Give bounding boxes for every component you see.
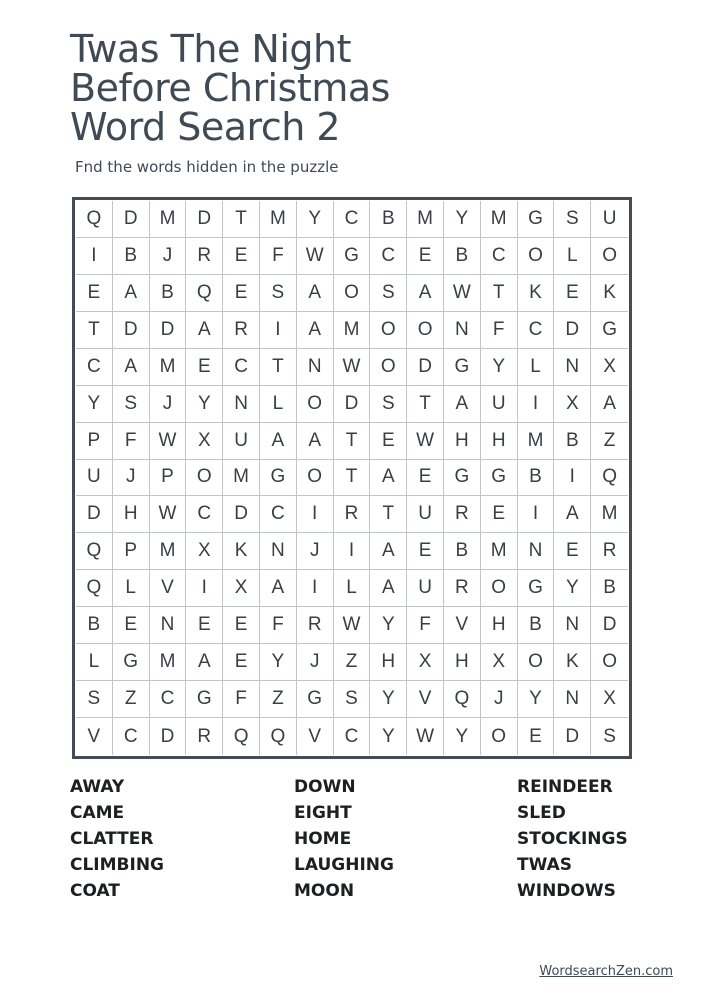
- word-item: TWAS: [517, 855, 572, 875]
- grid-cell: E: [223, 275, 260, 312]
- word-column-1: [70, 774, 164, 904]
- grid-cell: X: [591, 681, 628, 718]
- grid-cell: A: [186, 312, 223, 349]
- grid-cell: A: [113, 275, 150, 312]
- grid-cell: X: [223, 570, 260, 607]
- grid-cell: O: [297, 386, 334, 423]
- grid-cell: X: [591, 349, 628, 386]
- grid-cell: M: [591, 496, 628, 533]
- grid-cell: M: [150, 349, 187, 386]
- grid-cell: N: [444, 312, 481, 349]
- grid-cell: X: [186, 533, 223, 570]
- word-item: CAME: [70, 803, 125, 823]
- grid-cell: O: [370, 312, 407, 349]
- grid-cell: R: [186, 718, 223, 755]
- grid-cell: C: [334, 718, 371, 755]
- grid-cell: S: [603, 725, 616, 747]
- grid-cell: E: [223, 238, 260, 275]
- grid-cell: G: [260, 460, 297, 497]
- grid-cell: M: [150, 533, 187, 570]
- grid-cell: I: [334, 533, 371, 570]
- grid-cell: M: [260, 201, 297, 238]
- grid-cell: I: [260, 312, 297, 349]
- grid-cell: Y: [186, 386, 223, 423]
- grid-cell: H: [481, 607, 518, 644]
- grid-cell: O: [481, 570, 518, 607]
- grid-cell: U: [591, 201, 628, 238]
- grid-cell: L: [113, 570, 150, 607]
- grid-cell: Y: [370, 681, 407, 718]
- grid-cell: B: [76, 607, 113, 644]
- grid-cell: N: [518, 533, 555, 570]
- word-item: WINDOWS: [517, 881, 616, 901]
- grid-cell: L: [260, 386, 297, 423]
- grid-cell: W: [150, 423, 187, 460]
- grid-cell: C: [76, 349, 113, 386]
- grid-cell: M: [150, 201, 187, 238]
- grid-cell: X: [407, 644, 444, 681]
- word-item: CLIMBING: [70, 855, 165, 875]
- grid-cell: D: [186, 201, 223, 238]
- grid-cell: D: [334, 386, 371, 423]
- grid-cell: B: [113, 238, 150, 275]
- grid-cell: Q: [186, 275, 223, 312]
- grid-cell: F: [260, 238, 297, 275]
- grid-cell: Y: [554, 570, 591, 607]
- grid-cell: H: [444, 644, 481, 681]
- page-title: [70, 27, 670, 149]
- grid-cell: A: [444, 386, 481, 423]
- grid-cell: D: [407, 349, 444, 386]
- grid-cell: Q: [76, 533, 113, 570]
- grid-cell: J: [481, 681, 518, 718]
- grid-cell: E: [407, 460, 444, 497]
- grid-cell: G: [113, 644, 150, 681]
- grid-cell: E: [113, 607, 150, 644]
- grid-cell: L: [518, 349, 555, 386]
- grid-cell: D: [113, 201, 150, 238]
- title-line-3: Word Search 2: [70, 105, 341, 149]
- grid-cell: D: [150, 718, 187, 755]
- grid-cell: A: [297, 423, 334, 460]
- grid-cell: H: [481, 423, 518, 460]
- grid-cell: E: [518, 718, 555, 755]
- grid-cell: G: [481, 460, 518, 497]
- grid-cell: G: [334, 238, 371, 275]
- grid-cell: A: [297, 312, 334, 349]
- grid-cell: Y: [76, 386, 113, 423]
- grid-cell: I: [186, 570, 223, 607]
- grid-cell: Y: [297, 201, 334, 238]
- grid-cell: B: [150, 275, 187, 312]
- grid-cell: I: [297, 570, 334, 607]
- grid-cell: Z: [113, 681, 150, 718]
- grid-cell: M: [518, 423, 555, 460]
- grid-cell: W: [297, 238, 334, 275]
- grid-cell: O: [297, 460, 334, 497]
- grid-cell: D: [76, 496, 113, 533]
- grid-cell: E: [186, 349, 223, 386]
- grid-cell: B: [370, 201, 407, 238]
- grid-cell: C: [260, 496, 297, 533]
- grid-cell: J: [113, 460, 150, 497]
- grid-cell: M: [407, 201, 444, 238]
- grid-cell: C: [186, 496, 223, 533]
- word-item: STOCKINGS: [517, 829, 628, 849]
- grid-cell: G: [518, 201, 555, 238]
- grid-cell: H: [113, 496, 150, 533]
- grid-cell: K: [554, 644, 591, 681]
- grid-cell: E: [407, 533, 444, 570]
- grid-cell: R: [186, 238, 223, 275]
- grid-cell: M: [481, 533, 518, 570]
- grid-cell: B: [444, 238, 481, 275]
- grid-cell: S: [334, 681, 371, 718]
- grid-cell: T: [334, 423, 371, 460]
- grid-cell: E: [76, 275, 113, 312]
- grid-cell: I: [518, 386, 555, 423]
- grid-cell: E: [554, 533, 591, 570]
- grid-cell: H: [444, 423, 481, 460]
- grid-cell: F: [113, 423, 150, 460]
- grid-cell: G: [297, 681, 334, 718]
- grid-cell: E: [407, 238, 444, 275]
- grid-cell: G: [444, 460, 481, 497]
- grid-cell: W: [150, 496, 187, 533]
- grid-cell: A: [186, 644, 223, 681]
- instructions: Fnd the words hidden in the puzzle: [75, 158, 339, 176]
- grid-cell: F: [260, 607, 297, 644]
- grid-cell: Z: [591, 423, 628, 460]
- grid-cell: L: [554, 238, 591, 275]
- grid-cell: V: [444, 607, 481, 644]
- grid-cell: O: [591, 644, 628, 681]
- grid-cell: J: [297, 533, 334, 570]
- grid-cell: S: [370, 386, 407, 423]
- grid-cell: V: [76, 718, 113, 755]
- grid-cell: V: [297, 718, 334, 755]
- grid-cell: C: [223, 349, 260, 386]
- word-item: SLED: [517, 803, 566, 823]
- grid-cell: L: [76, 644, 113, 681]
- grid-cell: B: [518, 460, 555, 497]
- grid-cell: N: [554, 349, 591, 386]
- grid-cell: Q: [260, 718, 297, 755]
- grid-cell: Q: [76, 570, 113, 607]
- grid-cell: D: [591, 607, 628, 644]
- grid-cell: N: [554, 681, 591, 718]
- grid-cell: A: [297, 275, 334, 312]
- grid-cell: U: [407, 570, 444, 607]
- grid-cell: Y: [370, 718, 407, 755]
- footer-link[interactable]: WordsearchZen.com: [539, 964, 673, 979]
- grid-cell: U: [407, 496, 444, 533]
- grid-cell: U: [76, 460, 113, 497]
- grid-cell: M: [481, 201, 518, 238]
- grid-cell: U: [481, 386, 518, 423]
- grid-cell: K: [518, 275, 555, 312]
- grid-cell: A: [407, 275, 444, 312]
- grid-cell: D: [113, 312, 150, 349]
- grid-cell: O: [481, 718, 518, 755]
- grid-cell: R: [223, 312, 260, 349]
- grid-cell: E: [481, 496, 518, 533]
- grid-cell: D: [150, 312, 187, 349]
- grid-cell: C: [113, 718, 150, 755]
- grid-cell: K: [223, 533, 260, 570]
- grid-cell: O: [518, 238, 555, 275]
- grid-cell: A: [370, 460, 407, 497]
- word-column-2: [294, 774, 394, 904]
- grid-cell: N: [297, 349, 334, 386]
- grid-cell: S: [76, 681, 113, 718]
- grid-cell: A: [370, 570, 407, 607]
- grid-cell: F: [223, 681, 260, 718]
- word-item: CLATTER: [70, 829, 154, 849]
- title-line-1: Twas The Night: [70, 27, 352, 71]
- grid-cell: W: [407, 423, 444, 460]
- grid-cell: B: [518, 607, 555, 644]
- grid-cell: T: [223, 201, 260, 238]
- grid-cell: P: [76, 423, 113, 460]
- word-item: COAT: [70, 881, 120, 901]
- puzzle-grid-frame: [72, 197, 632, 759]
- grid-cell: F: [481, 312, 518, 349]
- grid-cell: X: [186, 423, 223, 460]
- word-item: HOME: [294, 829, 352, 849]
- grid-cell: G: [444, 349, 481, 386]
- grid-cell: X: [481, 644, 518, 681]
- grid-cell: A: [554, 496, 591, 533]
- grid-cell: C: [370, 238, 407, 275]
- grid-cell: B: [591, 570, 628, 607]
- grid-cell: A: [591, 386, 628, 423]
- title-line-2: Before Christmas: [70, 66, 390, 110]
- grid-cell: O: [334, 275, 371, 312]
- grid-cell: S: [260, 275, 297, 312]
- word-item: AWAY: [70, 777, 125, 797]
- grid-cell: A: [260, 423, 297, 460]
- grid-cell: J: [297, 644, 334, 681]
- grid-cell: W: [334, 607, 371, 644]
- grid-cell: G: [518, 570, 555, 607]
- grid-cell: M: [334, 312, 371, 349]
- grid-cell: M: [223, 460, 260, 497]
- grid-cell: N: [150, 607, 187, 644]
- grid-cell: C: [150, 681, 187, 718]
- grid-cell: O: [186, 460, 223, 497]
- grid-cell: O: [407, 312, 444, 349]
- grid-cell: C: [518, 312, 555, 349]
- grid-cell: N: [554, 607, 591, 644]
- grid-cell: E: [223, 607, 260, 644]
- grid-cell: T: [407, 386, 444, 423]
- grid-cell: R: [444, 496, 481, 533]
- grid-cell: A: [370, 533, 407, 570]
- grid-cell: R: [444, 570, 481, 607]
- grid-cell: P: [150, 460, 187, 497]
- grid-cell: Y: [370, 607, 407, 644]
- grid-cell: K: [591, 275, 628, 312]
- grid-cell: P: [113, 533, 150, 570]
- grid-cell: T: [334, 460, 371, 497]
- grid-cell: X: [554, 386, 591, 423]
- grid-cell: E: [554, 275, 591, 312]
- grid-cell: Y: [260, 644, 297, 681]
- grid-cell: I: [297, 496, 334, 533]
- grid-cell: Y: [444, 201, 481, 238]
- grid-cell: Q: [76, 201, 113, 238]
- grid-cell: I: [518, 496, 555, 533]
- grid-cell: O: [518, 644, 555, 681]
- grid-cell: S: [113, 386, 150, 423]
- grid-cell: W: [334, 349, 371, 386]
- puzzle-grid: [76, 201, 628, 755]
- grid-cell: H: [370, 644, 407, 681]
- grid-cell: Y: [481, 349, 518, 386]
- grid-cell: Q: [444, 681, 481, 718]
- grid-cell: S: [554, 201, 591, 238]
- grid-cell: W: [407, 718, 444, 755]
- grid-cell: U: [223, 423, 260, 460]
- grid-cell: Q: [223, 718, 260, 755]
- grid-cell: T: [260, 349, 297, 386]
- word-item: DOWN: [294, 777, 356, 797]
- grid-cell: T: [370, 496, 407, 533]
- grid-cell: A: [113, 349, 150, 386]
- grid-cell: I: [76, 238, 113, 275]
- word-item: LAUGHING: [294, 855, 394, 875]
- grid-cell: D: [554, 718, 591, 755]
- grid-cell: Q: [591, 460, 628, 497]
- grid-cell: V: [150, 570, 187, 607]
- grid-cell: O: [591, 238, 628, 275]
- grid-cell: G: [591, 312, 628, 349]
- grid-cell: J: [150, 386, 187, 423]
- grid-cell: T: [76, 312, 113, 349]
- grid-cell: N: [260, 533, 297, 570]
- grid-cell: N: [223, 386, 260, 423]
- grid-cell: D: [554, 312, 591, 349]
- grid-cell: F: [407, 607, 444, 644]
- word-item: EIGHT: [294, 803, 352, 823]
- word-item: REINDEER: [517, 777, 613, 797]
- grid-cell: C: [334, 201, 371, 238]
- grid-cell: Z: [260, 681, 297, 718]
- word-column-3: [517, 774, 628, 904]
- grid-cell: W: [444, 275, 481, 312]
- grid-cell: O: [370, 349, 407, 386]
- grid-cell: E: [370, 423, 407, 460]
- grid-cell: G: [186, 681, 223, 718]
- grid-cell: J: [150, 238, 187, 275]
- grid-cell: T: [481, 275, 518, 312]
- grid-cell: R: [591, 533, 628, 570]
- grid-cell: Z: [334, 644, 371, 681]
- grid-cell: A: [260, 570, 297, 607]
- grid-cell: R: [334, 496, 371, 533]
- grid-cell: S: [370, 275, 407, 312]
- grid-cell: I: [554, 460, 591, 497]
- grid-cell: B: [554, 423, 591, 460]
- grid-cell: Y: [444, 718, 481, 755]
- grid-cell: E: [186, 607, 223, 644]
- grid-cell: Y: [518, 681, 555, 718]
- grid-cell: L: [334, 570, 371, 607]
- grid-cell: C: [481, 238, 518, 275]
- word-item: MOON: [294, 881, 355, 901]
- word-list: [70, 774, 670, 904]
- grid-cell: B: [444, 533, 481, 570]
- grid-cell: E: [223, 644, 260, 681]
- grid-cell: R: [297, 607, 334, 644]
- grid-cell: M: [150, 644, 187, 681]
- grid-cell: D: [223, 496, 260, 533]
- grid-cell: V: [407, 681, 444, 718]
